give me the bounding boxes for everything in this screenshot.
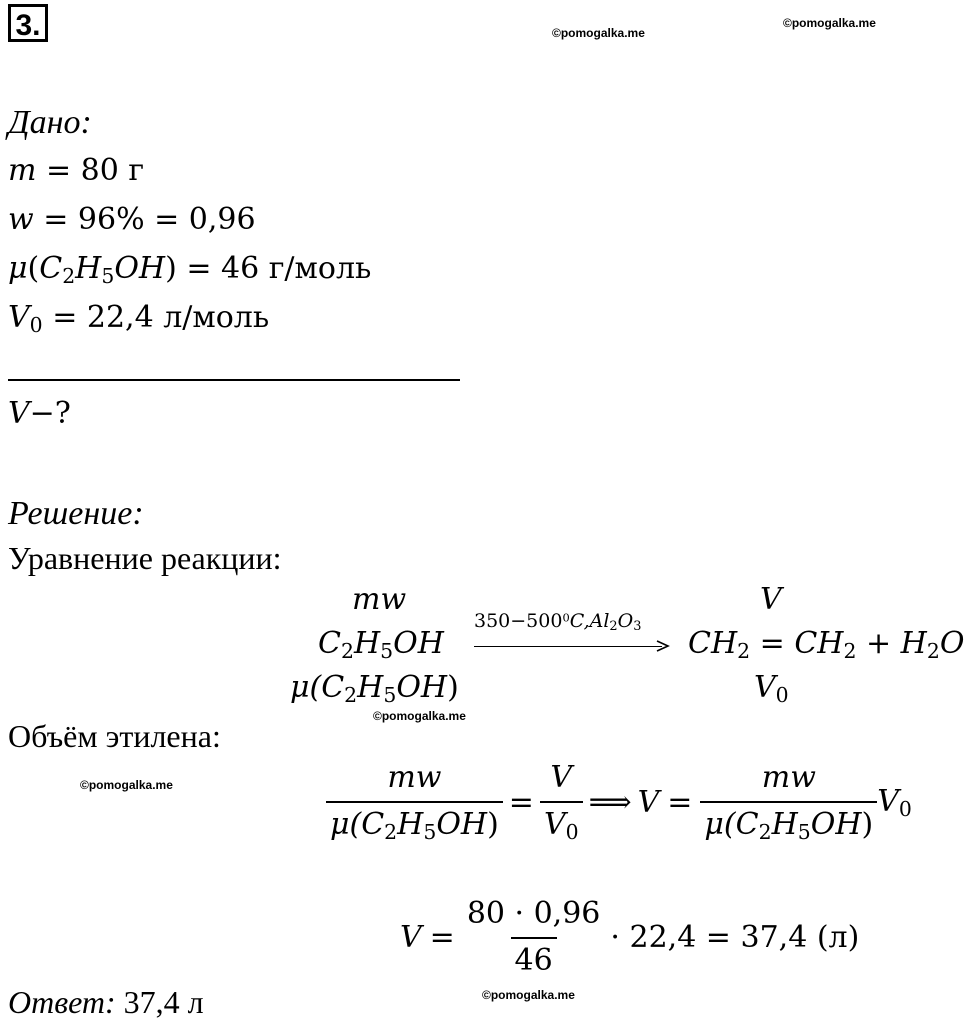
volume-label: Объём этилена: <box>8 718 221 754</box>
given-mass-fraction: w = 96% = 0,96 <box>8 202 256 237</box>
watermark: ©pomogalka.me <box>80 778 173 792</box>
fraction-mass-over-molar-mass: $\frac{mw}{\mu(C_2H_5OH)}$ <box>326 760 503 844</box>
fraction-result: $\frac{mw}{\mu(C_2H_5OH)}$ <box>700 760 877 844</box>
reaction-conditions: $350-500^0C,Al_2O_3$ <box>474 610 642 635</box>
reaction-above-product: V <box>760 582 782 617</box>
volume-formula: $\frac{mw}{\mu(C_2H_5OH)}$ = $\frac{V}{V_0}$ ⟹ V = $\frac{mw}{\mu(C_2H_5OH)}$ $V_0$ <box>326 760 912 844</box>
given-heading: Дано: <box>8 104 92 141</box>
watermark: ©pomogalka.me <box>482 988 575 1002</box>
find-value: V−? <box>8 396 71 431</box>
given-mass: m = 80 г <box>8 153 145 188</box>
reaction-below-product: $V_0$ <box>754 670 789 708</box>
reaction-below-reactant: $\mu(C_2H_5OH)$ <box>290 670 459 708</box>
solution-heading: Решение: <box>8 495 144 532</box>
calculation: V = $\frac{80 \cdot 0,96}{46}$ · 22,4 = 37,4 (л) <box>400 896 860 978</box>
reaction-above-reactant: mw <box>352 582 407 617</box>
divider-line <box>8 379 460 381</box>
reaction-reactant: $C_2H_5OH$ <box>318 626 444 664</box>
given-molar-volume: $V_0 = 22,4$ л/моль <box>8 300 270 338</box>
watermark: ©pomogalka.me <box>552 26 645 40</box>
problem-number: 3. <box>8 4 48 42</box>
watermark: ©pomogalka.me <box>783 16 876 30</box>
fraction-volume-ratio: $\frac{V}{V_0}$ <box>540 760 583 844</box>
reaction-products: $CH_2 = CH_2 + H_2O$ <box>688 626 964 664</box>
given-molar-mass: $\mu(C_2H_5OH) = 46$ г/моль <box>8 251 372 289</box>
answer: Ответ: 37,4 л <box>8 984 204 1020</box>
watermark: ©pomogalka.me <box>373 709 466 723</box>
fraction-calculation: $\frac{80 \cdot 0,96}{46}$ <box>466 896 601 978</box>
reaction-label: Уравнение реакции: <box>8 540 282 576</box>
reaction-arrow <box>474 646 670 647</box>
